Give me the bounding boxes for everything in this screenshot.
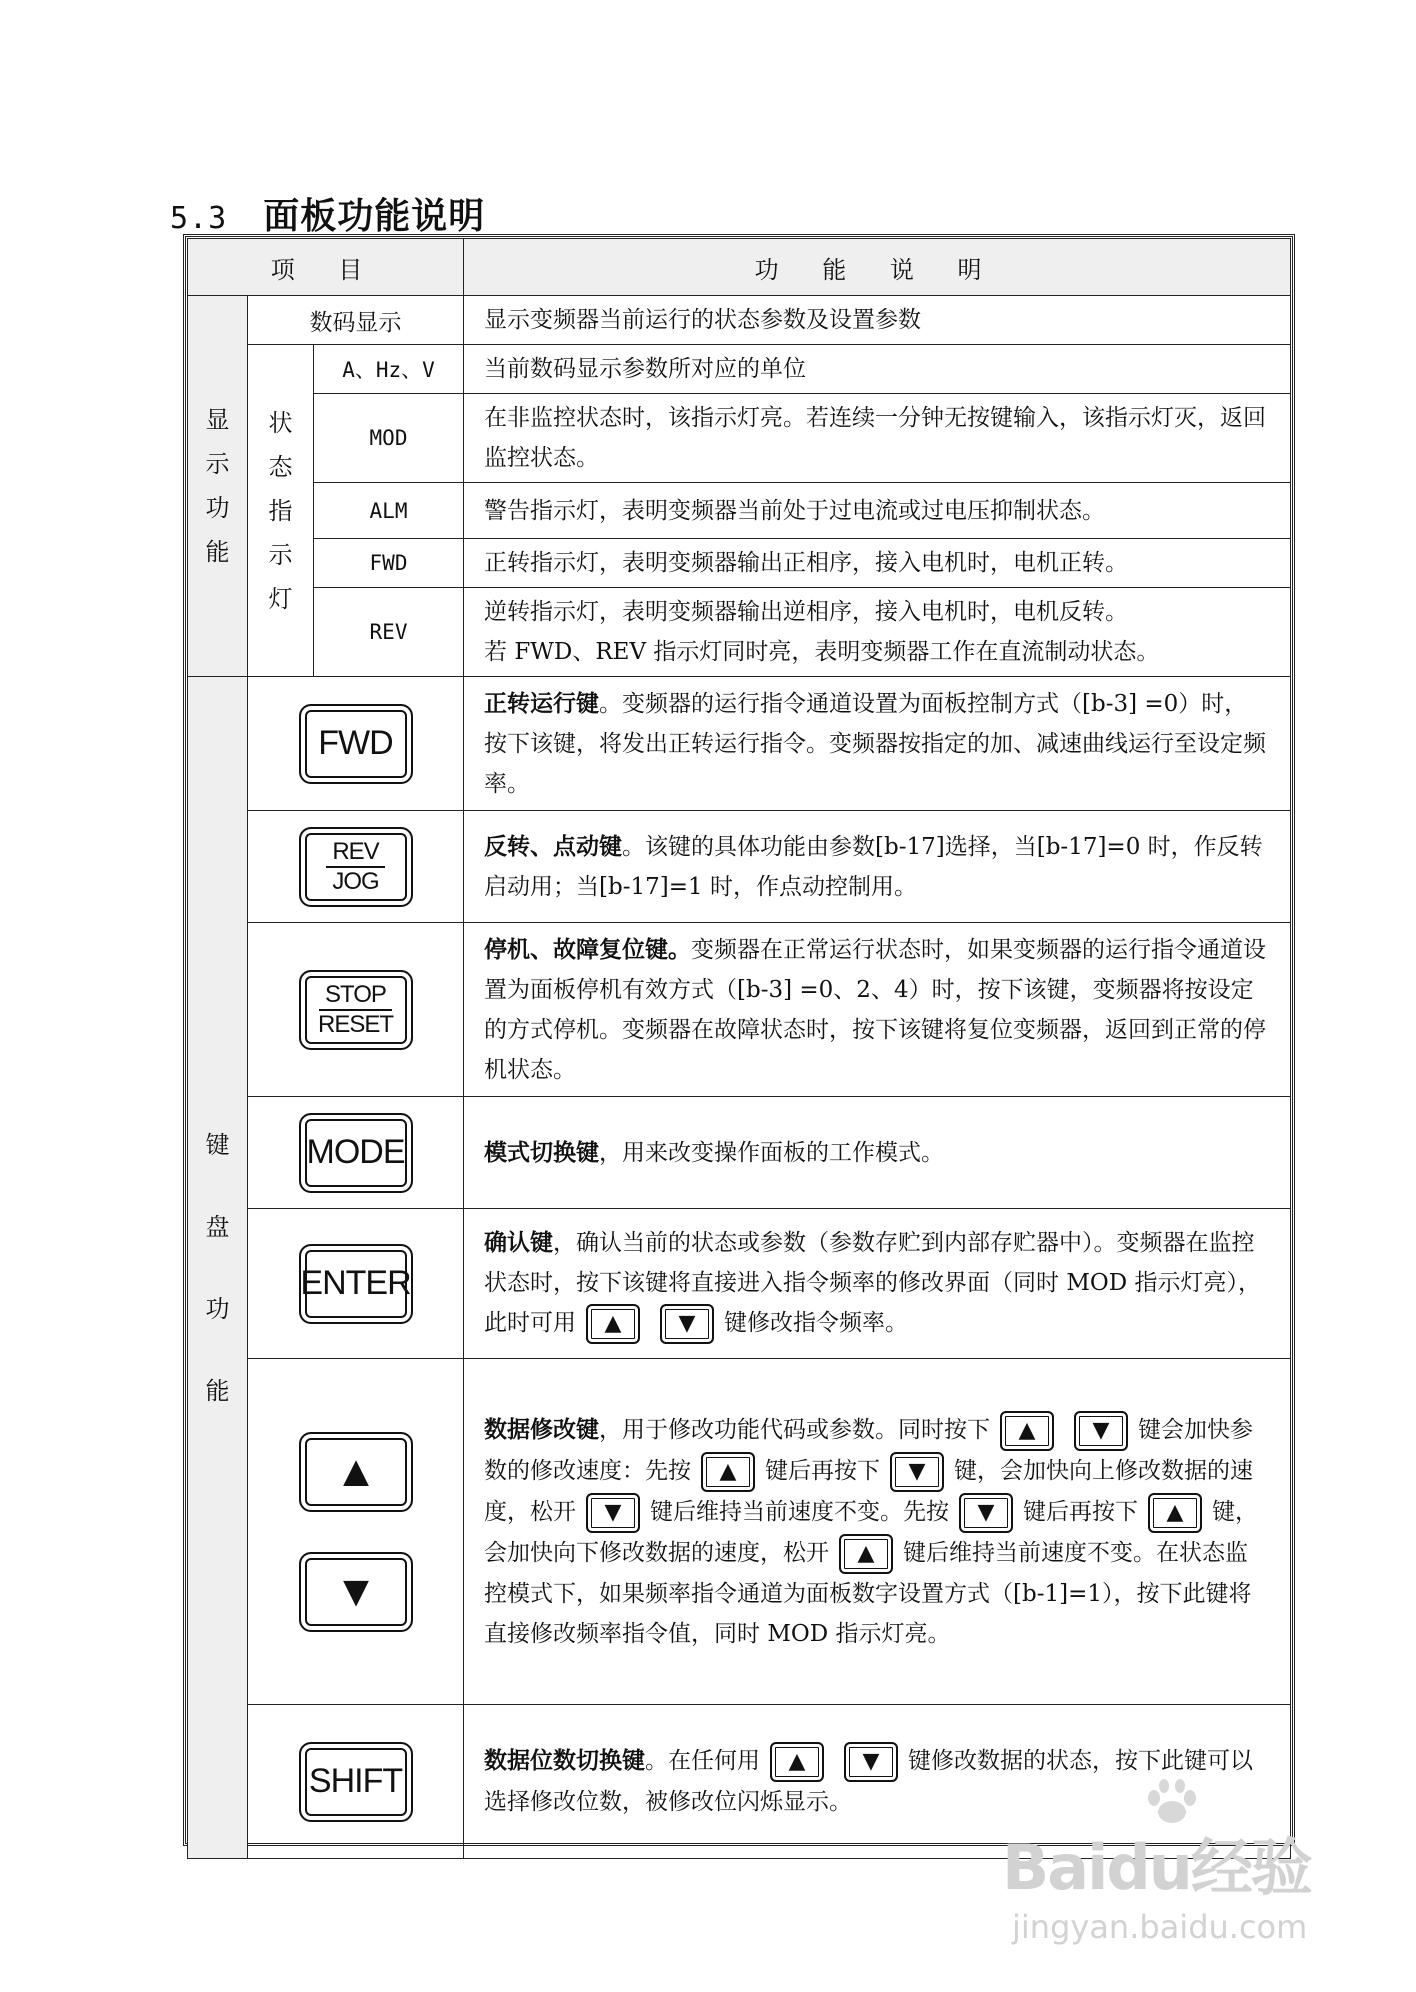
updown-key-desc: 数据修改键，用于修改功能代码或参数。同时按下 ▲ ▼ 键会加快参数的修改速度：先按 ▲ 键后再按下 ▼ 键，会加快向上修改数据的速度，松开 ▼ 键后维持当前速度不变。先按 ▼ 键后再按下 ▲ 键，会加快向下修改数据的速度，松开 ▲ 键后维持当前速度不变。在状态监控模式下，如果频率指令通道为面板数字设置方式（[b-1]=1），按下此键将直接修改频率指令值，同时 MOD 指示灯亮。 [464,1359,1291,1705]
fwd-key[interactable]: FWD [299,704,413,784]
indicator-code: A、Hz、V [314,345,464,394]
table-row [188,677,1291,811]
table-row [188,811,1291,923]
header-item: 项 目 [188,239,464,296]
digital-display-desc: 显示变频器当前运行的状态参数及设置参数 [464,296,1291,345]
up-mini-icon: ▲ [1000,1411,1054,1451]
section-number: 5.3 [170,201,228,236]
shift-key-cell [248,1705,464,1859]
down-mini-icon: ▼ [959,1493,1013,1533]
enter-key-cell [248,1209,464,1359]
table-row [188,1097,1291,1209]
baidu-watermark [1002,1778,1332,1968]
down-mini-icon: ▼ [844,1742,898,1782]
down-mini-icon: ▼ [890,1452,944,1492]
shift-key[interactable]: SHIFT [299,1742,413,1822]
table-header-row [188,239,1291,296]
fwd-key-cell [248,677,464,811]
table-row [188,296,1291,345]
indicator-code: ALM [314,483,464,539]
enter-key[interactable]: ENTER [299,1244,413,1324]
fwd-key-desc: 正转运行键。变频器的运行指令通道设置为面板控制方式（[b-3] =0）时，按下该键，将发出正转运行指令。变频器按指定的加、减速曲线运行至设定频率。 [464,677,1291,811]
indicator-group-cell [248,345,314,677]
updown-key-cell [248,1359,464,1705]
up-mini-icon: ▲ [839,1534,893,1574]
mode-key[interactable]: MODE [299,1113,413,1193]
mode-key-desc: 模式切换键，用来改变操作面板的工作模式。 [464,1097,1291,1209]
header-function: 功 能 说 明 [464,239,1291,296]
shift-key-desc: 数据位数切换键。在任何用 ▲ ▼ 键修改数据的状态，按下此键可以选择修改位数，被修改位闪烁显示。 [464,1705,1291,1859]
indicator-code: MOD [314,394,464,483]
stop-key-desc: 停机、故障复位键。变频器在正常运行状态时，如果变频器的运行指令通道设置为面板停机有效方式（[b-3] =0、2、4）时，按下该键，变频器将按设定的方式停机。变频器在故障状态时，按下该键将复位变频器，返回到正常的停机状态。 [464,923,1291,1097]
indicator-desc: 当前数码显示参数所对应的单位 [464,345,1291,394]
down-key[interactable]: ▼ [299,1552,413,1632]
up-mini-icon: ▲ [770,1742,824,1782]
indicator-code: FWD [314,539,464,588]
table-row [188,483,1291,539]
down-mini-icon: ▼ [586,1493,640,1533]
up-key[interactable]: ▲ [299,1432,413,1512]
keyboard-group-cell [188,677,248,1859]
down-mini-icon: ▼ [1074,1411,1128,1451]
up-mini-icon: ▲ [586,1304,640,1344]
section-heading: 面板功能说明 [263,195,486,237]
table-row [188,394,1291,483]
table-row [188,1209,1291,1359]
digital-display-label: 数码显示 [248,296,464,345]
rev-key-desc: 反转、点动键。该键的具体功能由参数[b-17]选择，当[b-17]=0 时，作反转启动用；当[b-17]=1 时，作点动控制用。 [464,811,1291,923]
up-mini-icon: ▲ [701,1452,755,1492]
stop-reset-key[interactable]: STOP RESET [299,970,413,1050]
stop-key-cell [248,923,464,1097]
table-row [188,1359,1291,1705]
up-mini-icon: ▲ [1148,1493,1202,1533]
table-row [188,923,1291,1097]
table-row [188,588,1291,677]
down-mini-icon: ▼ [660,1304,714,1344]
indicator-group-label: 状 态 指 示 灯 [268,408,293,613]
mode-key-cell [248,1097,464,1209]
watermark-url: jingyan.baidu.com [1012,1908,1308,1946]
rev-key-cell [248,811,464,923]
table-row [188,539,1291,588]
section-title [170,188,485,239]
indicator-desc: 警告指示灯，表明变频器当前处于过电流或过电压抑制状态。 [464,483,1291,539]
indicator-desc: 在非监控状态时，该指示灯亮。若连续一分钟无按键输入，该指示灯灭，返回监控状态。 [464,394,1291,483]
keyboard-group-label: 键 盘 功 能 [205,1130,230,1405]
indicator-desc: 正转指示灯，表明变频器输出正相序，接入电机时，电机正转。 [464,539,1291,588]
table-row [188,345,1291,394]
panel-function-table [187,238,1291,1859]
watermark-logo: Baidu经验 [1002,1831,1311,1904]
rev-jog-key[interactable]: REV JOG [299,827,413,907]
indicator-code: REV [314,588,464,677]
indicator-desc: 逆转指示灯，表明变频器输出逆相序，接入电机时，电机反转。 若 FWD、REV 指示灯同时亮，表明变频器工作在直流制动状态。 [464,588,1291,677]
display-group-cell [188,296,248,677]
display-group-label: 显 示 功 能 [205,406,230,566]
enter-key-desc: 确认键，确认当前的状态或参数（参数存贮到内部存贮器中）。变频器在监控状态时，按下该键将直接进入指令频率的修改界面（同时 MOD 指示灯亮），此时可用 ▲ ▼ 键修改指令频率。 [464,1209,1291,1359]
